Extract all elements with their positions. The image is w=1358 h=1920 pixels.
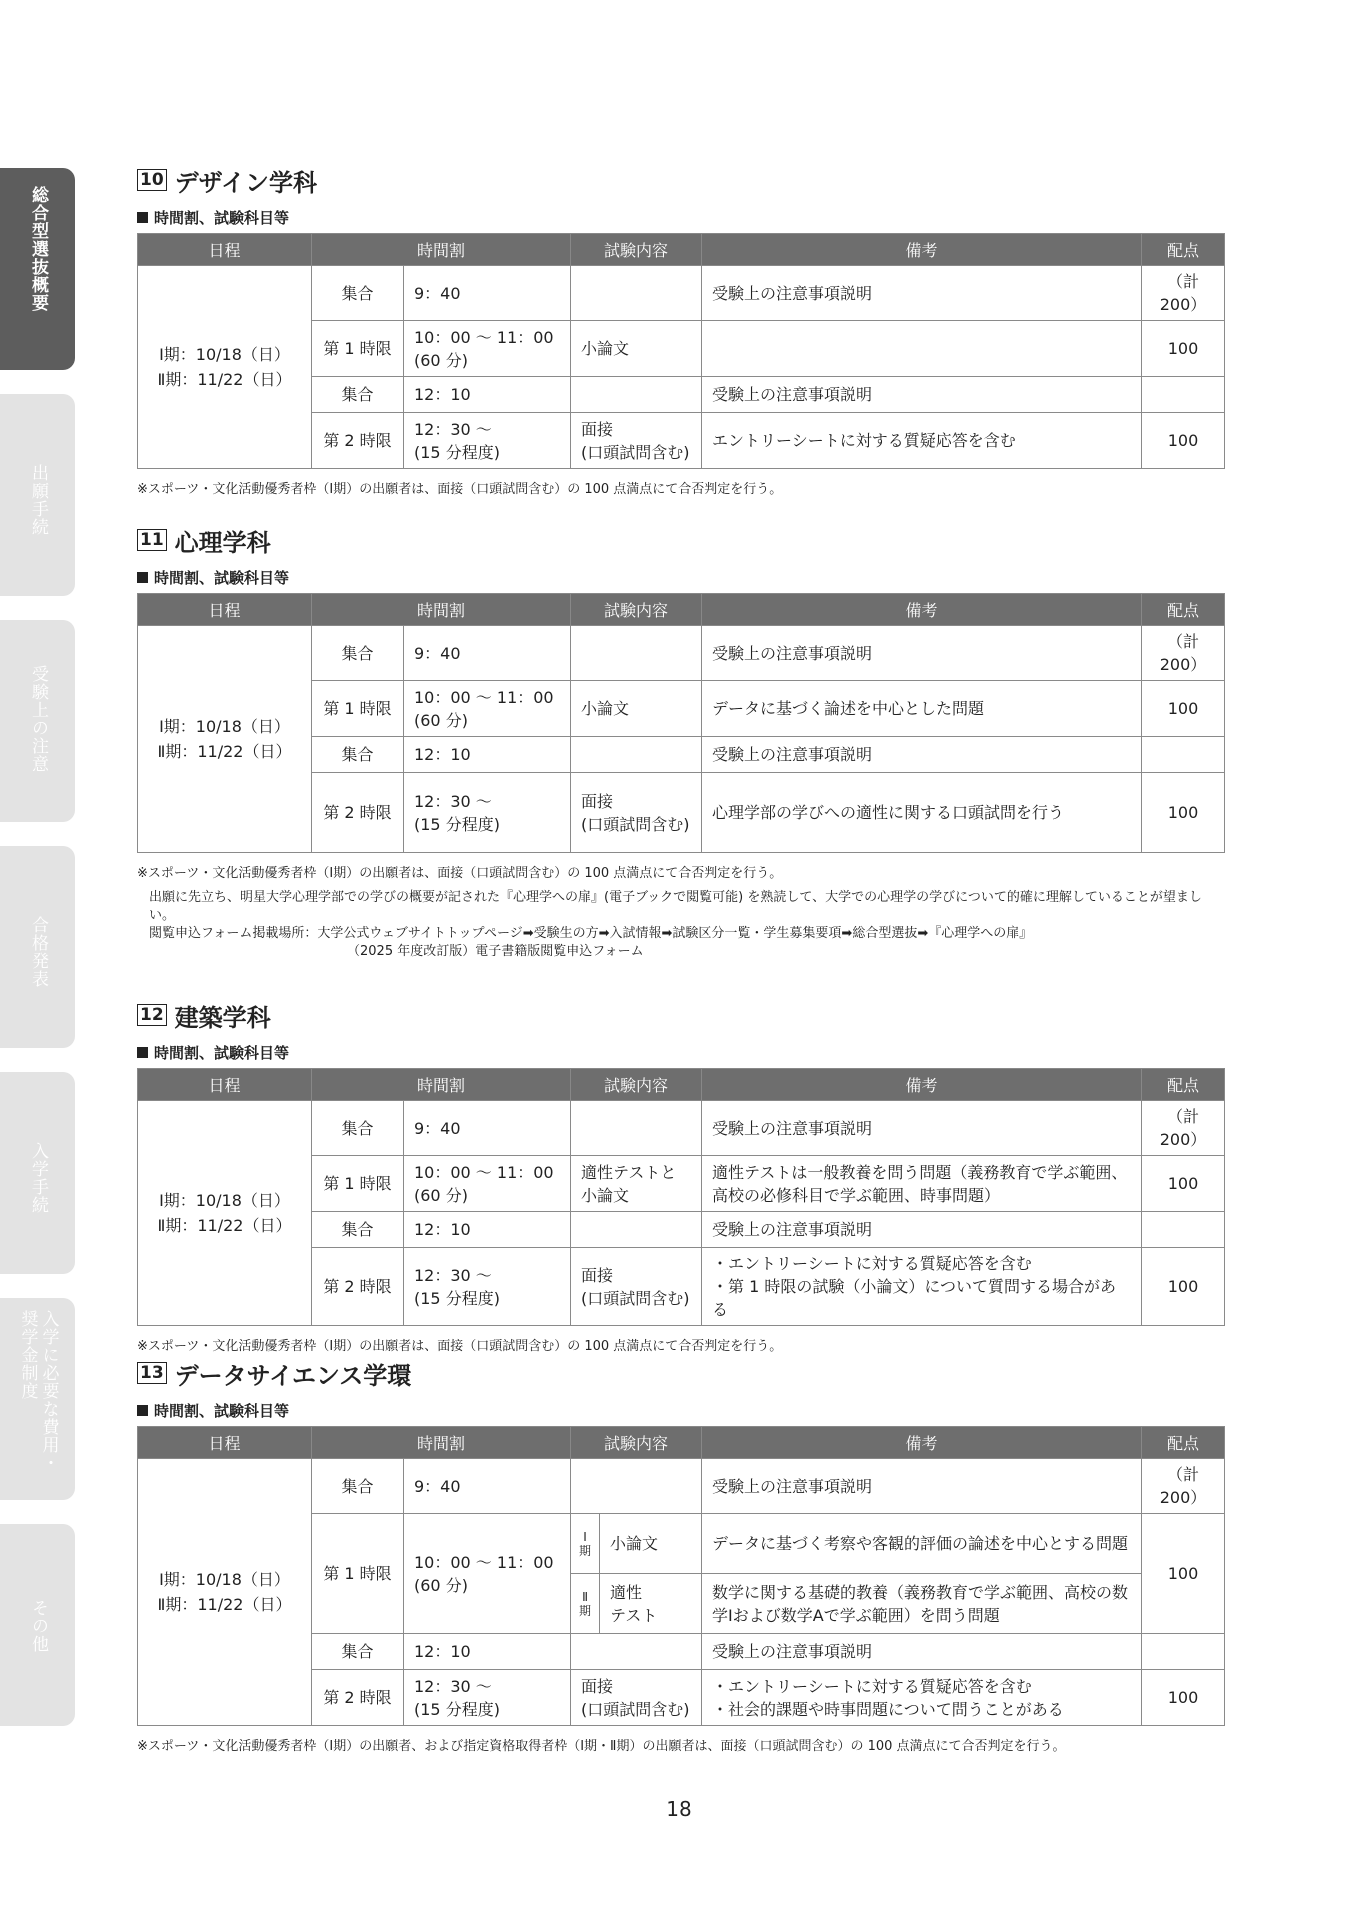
tab-other[interactable] <box>0 1524 75 1726</box>
points-total: （計 200） <box>1142 1459 1225 1514</box>
header-points: 配点 <box>1142 594 1225 626</box>
content-cell: 面接 (口頭試問含む) <box>571 1670 702 1726</box>
tab-results[interactable] <box>0 846 75 1048</box>
gather-label: 集合 <box>312 377 404 413</box>
period-label: 第 1 時限 <box>312 1156 404 1212</box>
header-date: 日程 <box>138 1427 312 1459</box>
time-cell: 9：40 <box>404 1101 571 1156</box>
time-cell: 10：00 〜 11：00 (60 分) <box>404 1156 571 1212</box>
remark-cell: 心理学部の学びへの適性に関する口頭試問を行う <box>702 773 1142 853</box>
remark-cell: データに基づく考察や客観的評価の論述を中心とする問題 <box>702 1514 1142 1574</box>
section-number: 13 <box>137 1362 167 1384</box>
gather-label: 集合 <box>312 1101 404 1156</box>
remark-cell: 受験上の注意事項説明 <box>702 1212 1142 1248</box>
section-title <box>137 1356 1224 1390</box>
period-label: 第 2 時限 <box>312 1670 404 1726</box>
footnote-location: 閲覧申込フォーム掲載場所：大学公式ウェブサイトトップページ➡受験生の方➡入試情報➡試験区分一覧・学生募集要項➡総合型選抜➡『心理学への扉』 <box>149 926 1033 941</box>
tab-application[interactable] <box>0 394 75 596</box>
time-cell: 10：00 〜 11：00 (60 分) <box>404 681 571 737</box>
header-time: 時間割 <box>312 234 571 266</box>
section-number: 11 <box>137 529 167 551</box>
content-cell: 面接 (口頭試問含む) <box>571 413 702 469</box>
content-cell: 面接 (口頭試問含む) <box>571 1248 702 1326</box>
section-title-text: データサイエンス学環 <box>174 1361 412 1390</box>
remark-cell: 受験上の注意事項説明 <box>702 1459 1142 1514</box>
sub-heading-text: 時間割、試験科目等 <box>154 1402 290 1420</box>
remark-cell: 受験上の注意事項説明 <box>702 737 1142 773</box>
tab-overview[interactable] <box>0 168 75 370</box>
time-cell: 12：30 〜 (15 分程度) <box>404 1248 571 1326</box>
header-points: 配点 <box>1142 1069 1225 1101</box>
tab-fees-label-2: 奨学金制度 <box>17 1310 38 1400</box>
section-title-text: デザイン学科 <box>174 168 317 197</box>
section-title-text: 建築学科 <box>174 1003 271 1032</box>
section-data-science <box>137 1356 1224 1756</box>
header-remarks: 備考 <box>702 234 1142 266</box>
time-cell: 12：10 <box>404 377 571 413</box>
header-content: 試験内容 <box>571 234 702 266</box>
section-title <box>137 163 1224 197</box>
footnote-reading: 出願に先立ち、明星大学心理学部での学びの概要が記された『心理学への扉』(電子ブックで閲覧可能) を熟読して、大学での心理学の学びについて的確に理解していることが望ましい。 <box>149 890 1202 923</box>
time-cell: 10：00 〜 11：00 (60 分) <box>404 1514 571 1634</box>
section-design <box>137 163 1224 499</box>
header-remarks: 備考 <box>702 594 1142 626</box>
remark-cell: 受験上の注意事項説明 <box>702 1634 1142 1670</box>
header-time: 時間割 <box>312 1427 571 1459</box>
sub-heading <box>137 1042 1224 1062</box>
page-number: 18 <box>666 1797 692 1821</box>
gather-label: 集合 <box>312 1212 404 1248</box>
remark-cell: 受験上の注意事項説明 <box>702 377 1142 413</box>
header-content: 試験内容 <box>571 1427 702 1459</box>
time-cell: 9：40 <box>404 1459 571 1514</box>
points-total: （計 200） <box>1142 1101 1225 1156</box>
header-remarks: 備考 <box>702 1069 1142 1101</box>
tab-fees[interactable] <box>0 1298 75 1500</box>
period-label: 第 2 時限 <box>312 1248 404 1326</box>
schedule-table <box>137 593 1225 853</box>
phase-label: Ⅰ 期 <box>571 1514 600 1574</box>
period-label: 第 1 時限 <box>312 321 404 377</box>
time-cell: 9：40 <box>404 626 571 681</box>
schedule-table <box>137 1426 1225 1726</box>
period-label: 第 2 時限 <box>312 413 404 469</box>
exam-dates: Ⅰ期：10/18（日） Ⅱ期：11/22（日） <box>138 1459 312 1726</box>
time-cell: 10：00 〜 11：00 (60 分) <box>404 321 571 377</box>
tab-application-label: 出願手続 <box>28 464 48 536</box>
time-cell: 12：10 <box>404 737 571 773</box>
gather-label: 集合 <box>312 1459 404 1514</box>
points-total: （計 200） <box>1142 266 1225 321</box>
time-cell: 12：30 〜 (15 分程度) <box>404 413 571 469</box>
points-total: （計 200） <box>1142 626 1225 681</box>
exam-dates: Ⅰ期：10/18（日） Ⅱ期：11/22（日） <box>138 266 312 469</box>
period-label: 第 2 時限 <box>312 773 404 853</box>
period-label: 第 1 時限 <box>312 681 404 737</box>
time-cell: 12：10 <box>404 1634 571 1670</box>
header-date: 日程 <box>138 1069 312 1101</box>
header-time: 時間割 <box>312 1069 571 1101</box>
schedule-table <box>137 1068 1225 1326</box>
footnote: ※スポーツ・文化活動優秀者枠（Ⅰ期）の出願者は、面接（口頭試問含む）の 100 点満点にて合否判定を行う。 <box>137 1339 783 1354</box>
exam-dates: Ⅰ期：10/18（日） Ⅱ期：11/22（日） <box>138 626 312 853</box>
tab-exam-notes-label: 受験上の注意 <box>28 665 48 773</box>
section-architecture <box>137 998 1224 1356</box>
time-cell: 12：30 〜 (15 分程度) <box>404 1670 571 1726</box>
sub-heading <box>137 207 1224 227</box>
section-psychology <box>137 523 1224 961</box>
content-cell: 面接 (口頭試問含む) <box>571 773 702 853</box>
tab-enrollment[interactable] <box>0 1072 75 1274</box>
header-content: 試験内容 <box>571 594 702 626</box>
sub-heading <box>137 567 1224 587</box>
header-date: 日程 <box>138 594 312 626</box>
content-cell: 小論文 <box>571 681 702 737</box>
section-number: 12 <box>137 1004 167 1026</box>
remark-cell: 受験上の注意事項説明 <box>702 1101 1142 1156</box>
remark-cell: 数学に関する基礎的教養（義務教育で学ぶ範囲、高校の数学Ⅰおよび数学Aで学ぶ範囲）を問う問題 <box>702 1574 1142 1634</box>
sub-heading-text: 時間割、試験科目等 <box>154 209 290 227</box>
points-cell: 100 <box>1142 413 1225 469</box>
points-cell: 100 <box>1142 773 1225 853</box>
points-cell: 100 <box>1142 321 1225 377</box>
sub-heading <box>137 1400 1224 1420</box>
sub-heading-text: 時間割、試験科目等 <box>154 569 290 587</box>
gather-label: 集合 <box>312 626 404 681</box>
header-remarks: 備考 <box>702 1427 1142 1459</box>
tab-fees-label-1: 入学に必要な費用・ <box>38 1310 59 1472</box>
header-date: 日程 <box>138 234 312 266</box>
header-points: 配点 <box>1142 234 1225 266</box>
section-title-text: 心理学科 <box>174 528 271 557</box>
tab-other-label: その他 <box>28 1599 48 1653</box>
gather-label: 集合 <box>312 266 404 321</box>
schedule-table <box>137 233 1225 469</box>
time-cell: 12：30 〜 (15 分程度) <box>404 773 571 853</box>
footnote-location-cont: （2025 年度改訂版）電子書籍版閲覧申込フォーム <box>347 944 644 959</box>
remark-cell: 適性テストは一般教養を問う問題（義務教育で学ぶ範囲、高校の必修科目で学ぶ範囲、時事問題） <box>702 1156 1142 1212</box>
points-cell: 100 <box>1142 1248 1225 1326</box>
exam-dates: Ⅰ期：10/18（日） Ⅱ期：11/22（日） <box>138 1101 312 1326</box>
footnote: ※スポーツ・文化活動優秀者枠（Ⅰ期）の出願者は、面接（口頭試問含む）の 100 点満点にて合否判定を行う。 <box>137 866 783 881</box>
points-cell: 100 <box>1142 681 1225 737</box>
remark-cell: ・エントリーシートに対する質疑応答を含む ・社会的課題や時事問題について問うことがある <box>702 1670 1142 1726</box>
tab-enrollment-label: 入学手続 <box>28 1142 48 1214</box>
gather-label: 集合 <box>312 737 404 773</box>
remark-cell: エントリーシートに対する質疑応答を含む <box>702 413 1142 469</box>
footnote: ※スポーツ・文化活動優秀者枠（Ⅰ期）の出願者、および指定資格取得者枠（Ⅰ期・Ⅱ期）の出願者は、面接（口頭試問含む）の 100 点満点にて合否判定を行う。 <box>137 1739 1066 1754</box>
content-cell: 小論文 <box>571 321 702 377</box>
header-content: 試験内容 <box>571 1069 702 1101</box>
section-number: 10 <box>137 169 167 191</box>
content-cell: 適性 テスト <box>600 1574 702 1634</box>
time-cell: 9：40 <box>404 266 571 321</box>
section-title <box>137 998 1224 1032</box>
points-cell: 100 <box>1142 1156 1225 1212</box>
content-cell: 小論文 <box>600 1514 702 1574</box>
phase-label: Ⅱ 期 <box>571 1574 600 1634</box>
time-cell: 12：10 <box>404 1212 571 1248</box>
remark-cell: ・エントリーシートに対する質疑応答を含む ・第 1 時限の試験（小論文）について質問する場合がある <box>702 1248 1142 1326</box>
footnote: ※スポーツ・文化活動優秀者枠（Ⅰ期）の出願者は、面接（口頭試問含む）の 100 点満点にて合否判定を行う。 <box>137 482 783 497</box>
tab-results-label: 合格発表 <box>28 916 48 988</box>
points-cell: 100 <box>1142 1514 1225 1634</box>
header-points: 配点 <box>1142 1427 1225 1459</box>
remark-cell: 受験上の注意事項説明 <box>702 266 1142 321</box>
remark-cell: データに基づく論述を中心とした問題 <box>702 681 1142 737</box>
section-title <box>137 523 1224 557</box>
period-label: 第 1 時限 <box>312 1514 404 1634</box>
tab-overview-label: 総合型選抜概要 <box>28 186 48 312</box>
tab-exam-notes[interactable] <box>0 620 75 822</box>
sub-heading-text: 時間割、試験科目等 <box>154 1044 290 1062</box>
remark-cell: 受験上の注意事項説明 <box>702 626 1142 681</box>
content-cell: 適性テストと 小論文 <box>571 1156 702 1212</box>
points-cell: 100 <box>1142 1670 1225 1726</box>
header-time: 時間割 <box>312 594 571 626</box>
gather-label: 集合 <box>312 1634 404 1670</box>
